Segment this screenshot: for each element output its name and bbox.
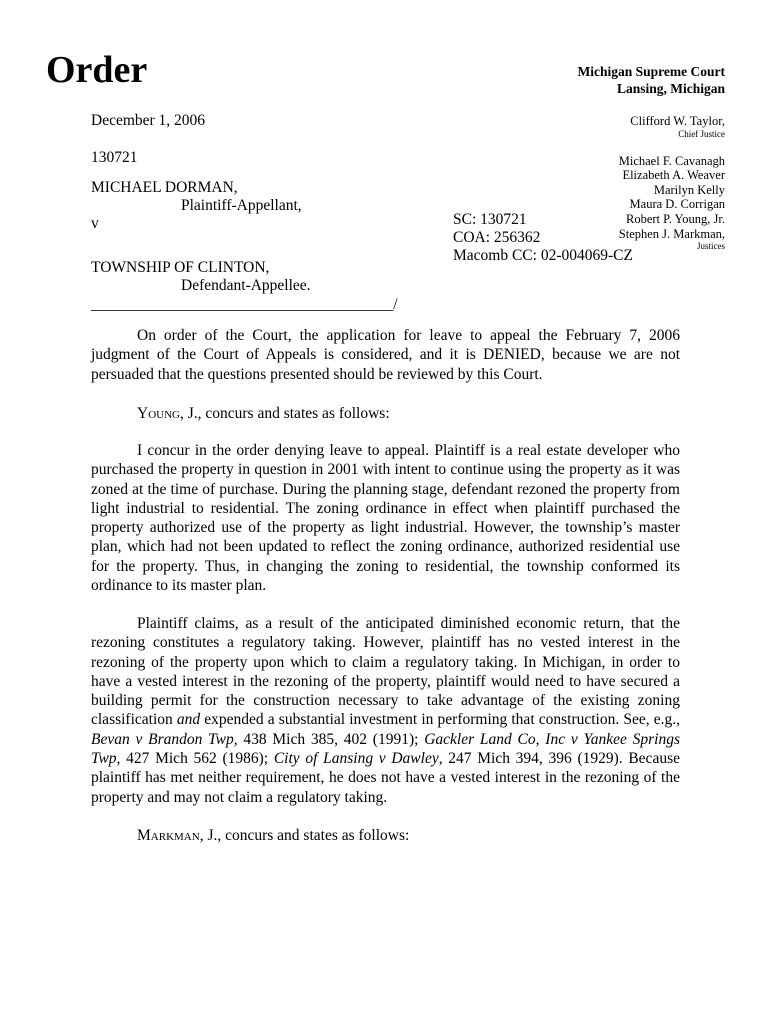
markman-intro-text: , J., concurs and states as follows:: [199, 827, 410, 844]
markman-intro-paragraph: [91, 826, 680, 845]
order-date: December 1, 2006: [91, 112, 206, 129]
justice-name: Michael F. Cavanagh: [618, 153, 725, 168]
para2-text-e: , 247 Mich 394, 396 (1929). Because plaintiff has met neither requirement, he does not have a vested interest in the rezoning of the property and may not claim a regulatory taking.: [91, 750, 680, 806]
justices-list: [619, 114, 725, 252]
court-heading: [578, 64, 726, 97]
caption-separator: _______________________________________/: [91, 296, 398, 313]
markman-name: Markman: [137, 827, 200, 844]
young-intro-text: , J., concurs and states as follows:: [179, 405, 390, 422]
case-number: 130721: [91, 149, 138, 166]
para2-text-b: expended a substantial investment in performing that construction. See, e.g.,: [200, 711, 680, 729]
order-text: On order of the Court, the application for leave to appeal the February 7, 2006 judgment of the Court of Appeals is considered, and it is DENIED, because we are not persuaded that the questions presented should be reviewed by this Court.: [91, 327, 680, 383]
defendant-block: [91, 259, 311, 295]
chief-justice-label: Chief Justice: [678, 128, 725, 139]
young-paragraph-1-text: I concur in the order denying leave to appeal. Plaintiff is a real estate developer who purchased the property in question in 2001 with intent to continue using the property as it was zoned at the time of purchase. During the planning stage, defendant rezoned the property from light industrial to residential. The zoning ordinance in effect when plaintiff purchased the property authorized use of the property as light industrial. However, the township’s master plan, which had not been updated to reflect the zoning ordinance, authorized residential use for the property. Thus, in changing the zoning to residential, the township conformed its ordinance to its master plan.: [91, 442, 680, 595]
court-name: Michigan Supreme Court: [577, 64, 725, 79]
para2-text-d: 427 Mich 562 (1986);: [120, 750, 274, 768]
para2-text-a: Plaintiff claims, as a result of the anticipated diminished economic return, that the rezoning constitutes a regulatory taking. However, plaintiff has no vested interest in the rezoning of the property upon which to claim a regulatory taking. In Michigan, in order to have a vested interest in the rezoning of the property, plaintiff would need to have secured a building permit for the construction necessary to take advantage of the existing zoning classification: [91, 615, 680, 729]
young-paragraph-1: [91, 441, 680, 595]
court-location: Lansing, Michigan: [616, 80, 725, 96]
para2-emphasis: and: [176, 711, 201, 729]
justices-label: Justices: [697, 241, 725, 252]
case-citation: Gackler Land Co, Inc v Yankee Springs Twp,: [91, 730, 680, 768]
justice-name: Maura D. Corrigan: [629, 197, 725, 212]
justice-name: Marilyn Kelly: [653, 182, 725, 197]
justice-name: Stephen J. Markman,: [618, 226, 725, 241]
order-paragraph: [91, 326, 680, 384]
justice-name: Robert P. Young, Jr.: [626, 211, 725, 226]
sc-number: SC: 130721: [453, 211, 527, 228]
coa-number: COA: 256362: [453, 229, 541, 246]
plaintiff-block: [91, 179, 302, 233]
docket-block: [453, 211, 633, 265]
young-paragraph-2: [91, 614, 680, 807]
plaintiff-role: Plaintiff-Appellant,: [181, 197, 302, 214]
page-title: Order: [46, 49, 148, 91]
versus: v: [91, 215, 99, 232]
young-name: Young: [137, 405, 180, 422]
para2-text-c: 438 Mich 385, 402 (1991);: [237, 730, 425, 748]
justice-name: Elizabeth A. Weaver: [622, 168, 725, 183]
young-intro-paragraph: [91, 404, 680, 423]
case-citation: City of Lansing v Dawley: [273, 750, 439, 768]
plaintiff-name: MICHAEL DORMAN,: [91, 179, 238, 196]
chief-justice-name: Clifford W. Taylor,: [630, 114, 725, 128]
case-citation: Bevan v Brandon Twp,: [91, 730, 238, 748]
defendant-name: TOWNSHIP OF CLINTON,: [91, 259, 270, 276]
defendant-role: Defendant-Appellee.: [181, 277, 311, 294]
macomb-number: Macomb CC: 02-004069-CZ: [453, 247, 633, 264]
